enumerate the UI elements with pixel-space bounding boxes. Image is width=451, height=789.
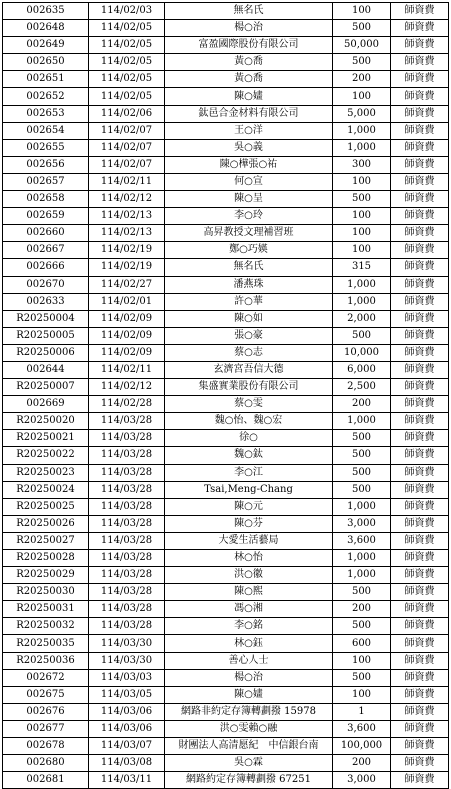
date-cell: 114/03/11: [89, 772, 165, 789]
category-cell: 師資費: [391, 686, 449, 703]
date-cell: 114/03/30: [89, 635, 165, 652]
receipt-number-cell: R20250036: [3, 652, 89, 669]
table-row: [3, 772, 449, 789]
donor-name-cell: 善心人士: [165, 652, 333, 669]
table-row: [3, 327, 449, 344]
donor-name-cell: 蔡○志: [165, 344, 333, 361]
table-row: [3, 413, 449, 430]
amount-cell: 1: [333, 703, 391, 720]
date-cell: 114/03/30: [89, 652, 165, 669]
amount-cell: 100: [333, 208, 391, 225]
receipt-number-cell: R20250031: [3, 601, 89, 618]
date-cell: 114/03/28: [89, 481, 165, 498]
table-row: [3, 20, 449, 37]
date-cell: 114/02/19: [89, 259, 165, 276]
category-cell: 師資費: [391, 532, 449, 549]
date-cell: 114/02/13: [89, 208, 165, 225]
table-row: [3, 191, 449, 208]
table-row: [3, 720, 449, 737]
amount-cell: 500: [333, 481, 391, 498]
category-cell: 師資費: [391, 464, 449, 481]
receipt-number-cell: 002644: [3, 361, 89, 378]
receipt-number-cell: R20250007: [3, 379, 89, 396]
receipt-number-cell: 002653: [3, 105, 89, 122]
category-cell: 師資費: [391, 191, 449, 208]
category-cell: 師資費: [391, 105, 449, 122]
category-cell: 師資費: [391, 225, 449, 242]
receipt-number-cell: 002652: [3, 88, 89, 105]
table-row: [3, 276, 449, 293]
table-row: [3, 515, 449, 532]
table-row: [3, 618, 449, 635]
date-cell: 114/02/12: [89, 191, 165, 208]
category-cell: 師資費: [391, 3, 449, 20]
donor-name-cell: 許○華: [165, 293, 333, 310]
amount-cell: 500: [333, 584, 391, 601]
amount-cell: 500: [333, 54, 391, 71]
table-row: [3, 3, 449, 20]
donor-name-cell: 楊○治: [165, 20, 333, 37]
category-cell: 師資費: [391, 20, 449, 37]
date-cell: 114/02/05: [89, 37, 165, 54]
amount-cell: 100: [333, 686, 391, 703]
table-row: [3, 567, 449, 584]
donation-ledger-table: [2, 2, 449, 789]
receipt-number-cell: 002677: [3, 720, 89, 737]
donor-name-cell: 王○洋: [165, 122, 333, 139]
donor-name-cell: 林○鈺: [165, 635, 333, 652]
amount-cell: 1,000: [333, 567, 391, 584]
amount-cell: 1,000: [333, 139, 391, 156]
amount-cell: 500: [333, 191, 391, 208]
receipt-number-cell: 002675: [3, 686, 89, 703]
amount-cell: 1,000: [333, 413, 391, 430]
table-row: [3, 71, 449, 88]
category-cell: 師資費: [391, 259, 449, 276]
amount-cell: 200: [333, 601, 391, 618]
receipt-number-cell: R20250025: [3, 498, 89, 515]
donor-name-cell: 林○怡: [165, 550, 333, 567]
table-row: [3, 310, 449, 327]
date-cell: 114/02/05: [89, 54, 165, 71]
receipt-number-cell: 002667: [3, 242, 89, 259]
category-cell: 師資費: [391, 173, 449, 190]
category-cell: 師資費: [391, 447, 449, 464]
receipt-number-cell: R20250026: [3, 515, 89, 532]
amount-cell: 50,000: [333, 37, 391, 54]
table-row: [3, 37, 449, 54]
date-cell: 114/03/03: [89, 669, 165, 686]
date-cell: 114/03/28: [89, 567, 165, 584]
donor-name-cell: 洪○雯賴○融: [165, 720, 333, 737]
category-cell: 師資費: [391, 550, 449, 567]
receipt-number-cell: R20250035: [3, 635, 89, 652]
amount-cell: 1,000: [333, 550, 391, 567]
date-cell: 114/02/07: [89, 156, 165, 173]
amount-cell: 500: [333, 20, 391, 37]
receipt-number-cell: R20250022: [3, 447, 89, 464]
receipt-number-cell: R20250020: [3, 413, 89, 430]
amount-cell: 10,000: [333, 344, 391, 361]
category-cell: 師資費: [391, 293, 449, 310]
donor-name-cell: 網路約定存簿轉劃撥 67251: [165, 772, 333, 789]
receipt-number-cell: R20250005: [3, 327, 89, 344]
receipt-number-cell: 002659: [3, 208, 89, 225]
amount-cell: 500: [333, 618, 391, 635]
donor-name-cell: 洪○徽: [165, 567, 333, 584]
donor-name-cell: 陳○元: [165, 498, 333, 515]
donor-name-cell: 陳○熙: [165, 584, 333, 601]
date-cell: 114/02/05: [89, 20, 165, 37]
date-cell: 114/03/28: [89, 532, 165, 549]
amount-cell: 315: [333, 259, 391, 276]
donor-name-cell: 張○豪: [165, 327, 333, 344]
receipt-number-cell: R20250024: [3, 481, 89, 498]
date-cell: 114/02/27: [89, 276, 165, 293]
donor-name-cell: 陳○呈: [165, 191, 333, 208]
donor-name-cell: 玄濟宮吾信大德: [165, 361, 333, 378]
amount-cell: 100: [333, 173, 391, 190]
table-row: [3, 293, 449, 310]
table-row: [3, 550, 449, 567]
receipt-number-cell: R20250032: [3, 618, 89, 635]
category-cell: 師資費: [391, 122, 449, 139]
amount-cell: 500: [333, 327, 391, 344]
amount-cell: 100: [333, 242, 391, 259]
date-cell: 114/03/28: [89, 464, 165, 481]
donor-name-cell: 無名氏: [165, 3, 333, 20]
category-cell: 師資費: [391, 601, 449, 618]
amount-cell: 200: [333, 396, 391, 413]
table-row: [3, 481, 449, 498]
donor-name-cell: 高昇教授文理補習班: [165, 225, 333, 242]
amount-cell: 100: [333, 652, 391, 669]
table-row: [3, 225, 449, 242]
category-cell: 師資費: [391, 669, 449, 686]
donor-name-cell: 集盛實業股份有限公司: [165, 379, 333, 396]
receipt-number-cell: 002633: [3, 293, 89, 310]
amount-cell: 200: [333, 71, 391, 88]
amount-cell: 500: [333, 430, 391, 447]
category-cell: 師資費: [391, 88, 449, 105]
amount-cell: 2,000: [333, 310, 391, 327]
donor-name-cell: 無名氏: [165, 259, 333, 276]
table-row: [3, 242, 449, 259]
table-row: [3, 173, 449, 190]
date-cell: 114/02/09: [89, 310, 165, 327]
donor-name-cell: 陳○嫿: [165, 686, 333, 703]
date-cell: 114/03/28: [89, 601, 165, 618]
category-cell: 師資費: [391, 481, 449, 498]
table-row: [3, 259, 449, 276]
category-cell: 師資費: [391, 379, 449, 396]
table-row: [3, 686, 449, 703]
date-cell: 114/02/01: [89, 293, 165, 310]
category-cell: 師資費: [391, 515, 449, 532]
table-row: [3, 498, 449, 515]
receipt-number-cell: 002672: [3, 669, 89, 686]
receipt-number-cell: 002657: [3, 173, 89, 190]
donor-name-cell: 馮○湘: [165, 601, 333, 618]
date-cell: 114/03/05: [89, 686, 165, 703]
receipt-number-cell: 002666: [3, 259, 89, 276]
category-cell: 師資費: [391, 652, 449, 669]
category-cell: 師資費: [391, 430, 449, 447]
donor-name-cell: 魏○鈦: [165, 447, 333, 464]
amount-cell: 100: [333, 3, 391, 20]
category-cell: 師資費: [391, 310, 449, 327]
donor-name-cell: 李○江: [165, 464, 333, 481]
table-row: [3, 738, 449, 755]
receipt-number-cell: 002681: [3, 772, 89, 789]
table-row: [3, 156, 449, 173]
date-cell: 114/02/12: [89, 379, 165, 396]
donor-name-cell: 李○玲: [165, 208, 333, 225]
receipt-number-cell: 002658: [3, 191, 89, 208]
receipt-number-cell: 002651: [3, 71, 89, 88]
receipt-number-cell: R20250027: [3, 532, 89, 549]
category-cell: 師資費: [391, 54, 449, 71]
receipt-number-cell: 002669: [3, 396, 89, 413]
receipt-number-cell: R20250004: [3, 310, 89, 327]
receipt-number-cell: 002655: [3, 139, 89, 156]
table-row: [3, 88, 449, 105]
donor-name-cell: 李○銘: [165, 618, 333, 635]
receipt-number-cell: 002660: [3, 225, 89, 242]
category-cell: 師資費: [391, 71, 449, 88]
date-cell: 114/02/06: [89, 105, 165, 122]
amount-cell: 1,000: [333, 122, 391, 139]
amount-cell: 200: [333, 755, 391, 772]
table-row: [3, 379, 449, 396]
table-row: [3, 652, 449, 669]
date-cell: 114/02/28: [89, 396, 165, 413]
receipt-number-cell: 002676: [3, 703, 89, 720]
table-row: [3, 139, 449, 156]
table-row: [3, 669, 449, 686]
date-cell: 114/03/08: [89, 755, 165, 772]
donor-name-cell: 何○宣: [165, 173, 333, 190]
date-cell: 114/02/11: [89, 361, 165, 378]
donor-name-cell: 陳○嫿: [165, 88, 333, 105]
amount-cell: 6,000: [333, 361, 391, 378]
table-row: [3, 703, 449, 720]
amount-cell: 1,000: [333, 276, 391, 293]
category-cell: 師資費: [391, 635, 449, 652]
date-cell: 114/02/03: [89, 3, 165, 20]
amount-cell: 100,000: [333, 738, 391, 755]
amount-cell: 100: [333, 225, 391, 242]
receipt-number-cell: R20250023: [3, 464, 89, 481]
donor-name-cell: 鈦邑合金材料有限公司: [165, 105, 333, 122]
amount-cell: 3,600: [333, 720, 391, 737]
donor-name-cell: 吳○義: [165, 139, 333, 156]
receipt-number-cell: 002670: [3, 276, 89, 293]
amount-cell: 3,000: [333, 772, 391, 789]
donor-name-cell: 魏○怡、魏○宏: [165, 413, 333, 430]
table-row: [3, 635, 449, 652]
amount-cell: 500: [333, 447, 391, 464]
receipt-number-cell: 002678: [3, 738, 89, 755]
donor-name-cell: 潘燕珠: [165, 276, 333, 293]
category-cell: 師資費: [391, 156, 449, 173]
amount-cell: 500: [333, 669, 391, 686]
receipt-number-cell: R20250006: [3, 344, 89, 361]
table-row: [3, 396, 449, 413]
table-row: [3, 532, 449, 549]
category-cell: 師資費: [391, 242, 449, 259]
table-row: [3, 447, 449, 464]
category-cell: 師資費: [391, 772, 449, 789]
donor-name-cell: 徐○: [165, 430, 333, 447]
amount-cell: 600: [333, 635, 391, 652]
category-cell: 師資費: [391, 618, 449, 635]
category-cell: 師資費: [391, 327, 449, 344]
date-cell: 114/03/28: [89, 498, 165, 515]
table-row: [3, 54, 449, 71]
date-cell: 114/02/09: [89, 327, 165, 344]
date-cell: 114/03/28: [89, 584, 165, 601]
category-cell: 師資費: [391, 396, 449, 413]
date-cell: 114/02/11: [89, 173, 165, 190]
date-cell: 114/03/28: [89, 550, 165, 567]
date-cell: 114/02/05: [89, 88, 165, 105]
table-row: [3, 430, 449, 447]
donor-name-cell: 富盈國際股份有限公司: [165, 37, 333, 54]
date-cell: 114/02/19: [89, 242, 165, 259]
table-row: [3, 344, 449, 361]
category-cell: 師資費: [391, 139, 449, 156]
receipt-number-cell: R20250021: [3, 430, 89, 447]
receipt-number-cell: 002650: [3, 54, 89, 71]
table-row: [3, 601, 449, 618]
date-cell: 114/02/05: [89, 71, 165, 88]
donor-name-cell: 陳○如: [165, 310, 333, 327]
amount-cell: 5,000: [333, 105, 391, 122]
receipt-number-cell: 002648: [3, 20, 89, 37]
receipt-number-cell: R20250029: [3, 567, 89, 584]
category-cell: 師資費: [391, 703, 449, 720]
donor-name-cell: 鄭○巧媖: [165, 242, 333, 259]
table-row: [3, 361, 449, 378]
amount-cell: 3,600: [333, 532, 391, 549]
date-cell: 114/03/28: [89, 515, 165, 532]
category-cell: 師資費: [391, 498, 449, 515]
receipt-number-cell: R20250028: [3, 550, 89, 567]
receipt-number-cell: 002680: [3, 755, 89, 772]
table-row: [3, 464, 449, 481]
donor-name-cell: 網路非約定存簿轉劃撥 15978: [165, 703, 333, 720]
table-row: [3, 105, 449, 122]
donor-name-cell: 陳○樺張○祐: [165, 156, 333, 173]
receipt-number-cell: 002649: [3, 37, 89, 54]
amount-cell: 100: [333, 88, 391, 105]
category-cell: 師資費: [391, 37, 449, 54]
date-cell: 114/03/07: [89, 738, 165, 755]
category-cell: 師資費: [391, 276, 449, 293]
donor-name-cell: Tsai,Meng-Chang: [165, 481, 333, 498]
amount-cell: 500: [333, 464, 391, 481]
receipt-number-cell: 002635: [3, 3, 89, 20]
amount-cell: 3,000: [333, 515, 391, 532]
donor-name-cell: 財團法人高清愿紀 中信銀台南: [165, 738, 333, 755]
table-row: [3, 208, 449, 225]
amount-cell: 1,000: [333, 293, 391, 310]
donor-name-cell: 黃○喬: [165, 71, 333, 88]
table-row: [3, 584, 449, 601]
amount-cell: 2,500: [333, 379, 391, 396]
ledger-body: [3, 3, 449, 789]
donor-name-cell: 楊○治: [165, 669, 333, 686]
donor-name-cell: 陳○芬: [165, 515, 333, 532]
donor-name-cell: 黃○喬: [165, 54, 333, 71]
date-cell: 114/03/28: [89, 413, 165, 430]
receipt-number-cell: 002654: [3, 122, 89, 139]
category-cell: 師資費: [391, 361, 449, 378]
receipt-number-cell: R20250030: [3, 584, 89, 601]
receipt-number-cell: 002656: [3, 156, 89, 173]
date-cell: 114/02/09: [89, 344, 165, 361]
date-cell: 114/03/28: [89, 447, 165, 464]
date-cell: 114/02/07: [89, 122, 165, 139]
category-cell: 師資費: [391, 208, 449, 225]
amount-cell: 300: [333, 156, 391, 173]
date-cell: 114/02/13: [89, 225, 165, 242]
amount-cell: 1,000: [333, 498, 391, 515]
table-row: [3, 122, 449, 139]
donor-name-cell: 吳○霖: [165, 755, 333, 772]
date-cell: 114/03/28: [89, 430, 165, 447]
date-cell: 114/03/06: [89, 703, 165, 720]
donor-name-cell: 大愛生活藝局: [165, 532, 333, 549]
category-cell: 師資費: [391, 584, 449, 601]
category-cell: 師資費: [391, 755, 449, 772]
donor-name-cell: 蔡○雯: [165, 396, 333, 413]
date-cell: 114/03/06: [89, 720, 165, 737]
category-cell: 師資費: [391, 720, 449, 737]
category-cell: 師資費: [391, 344, 449, 361]
table-row: [3, 755, 449, 772]
date-cell: 114/02/07: [89, 139, 165, 156]
category-cell: 師資費: [391, 738, 449, 755]
date-cell: 114/03/28: [89, 618, 165, 635]
category-cell: 師資費: [391, 567, 449, 584]
category-cell: 師資費: [391, 413, 449, 430]
